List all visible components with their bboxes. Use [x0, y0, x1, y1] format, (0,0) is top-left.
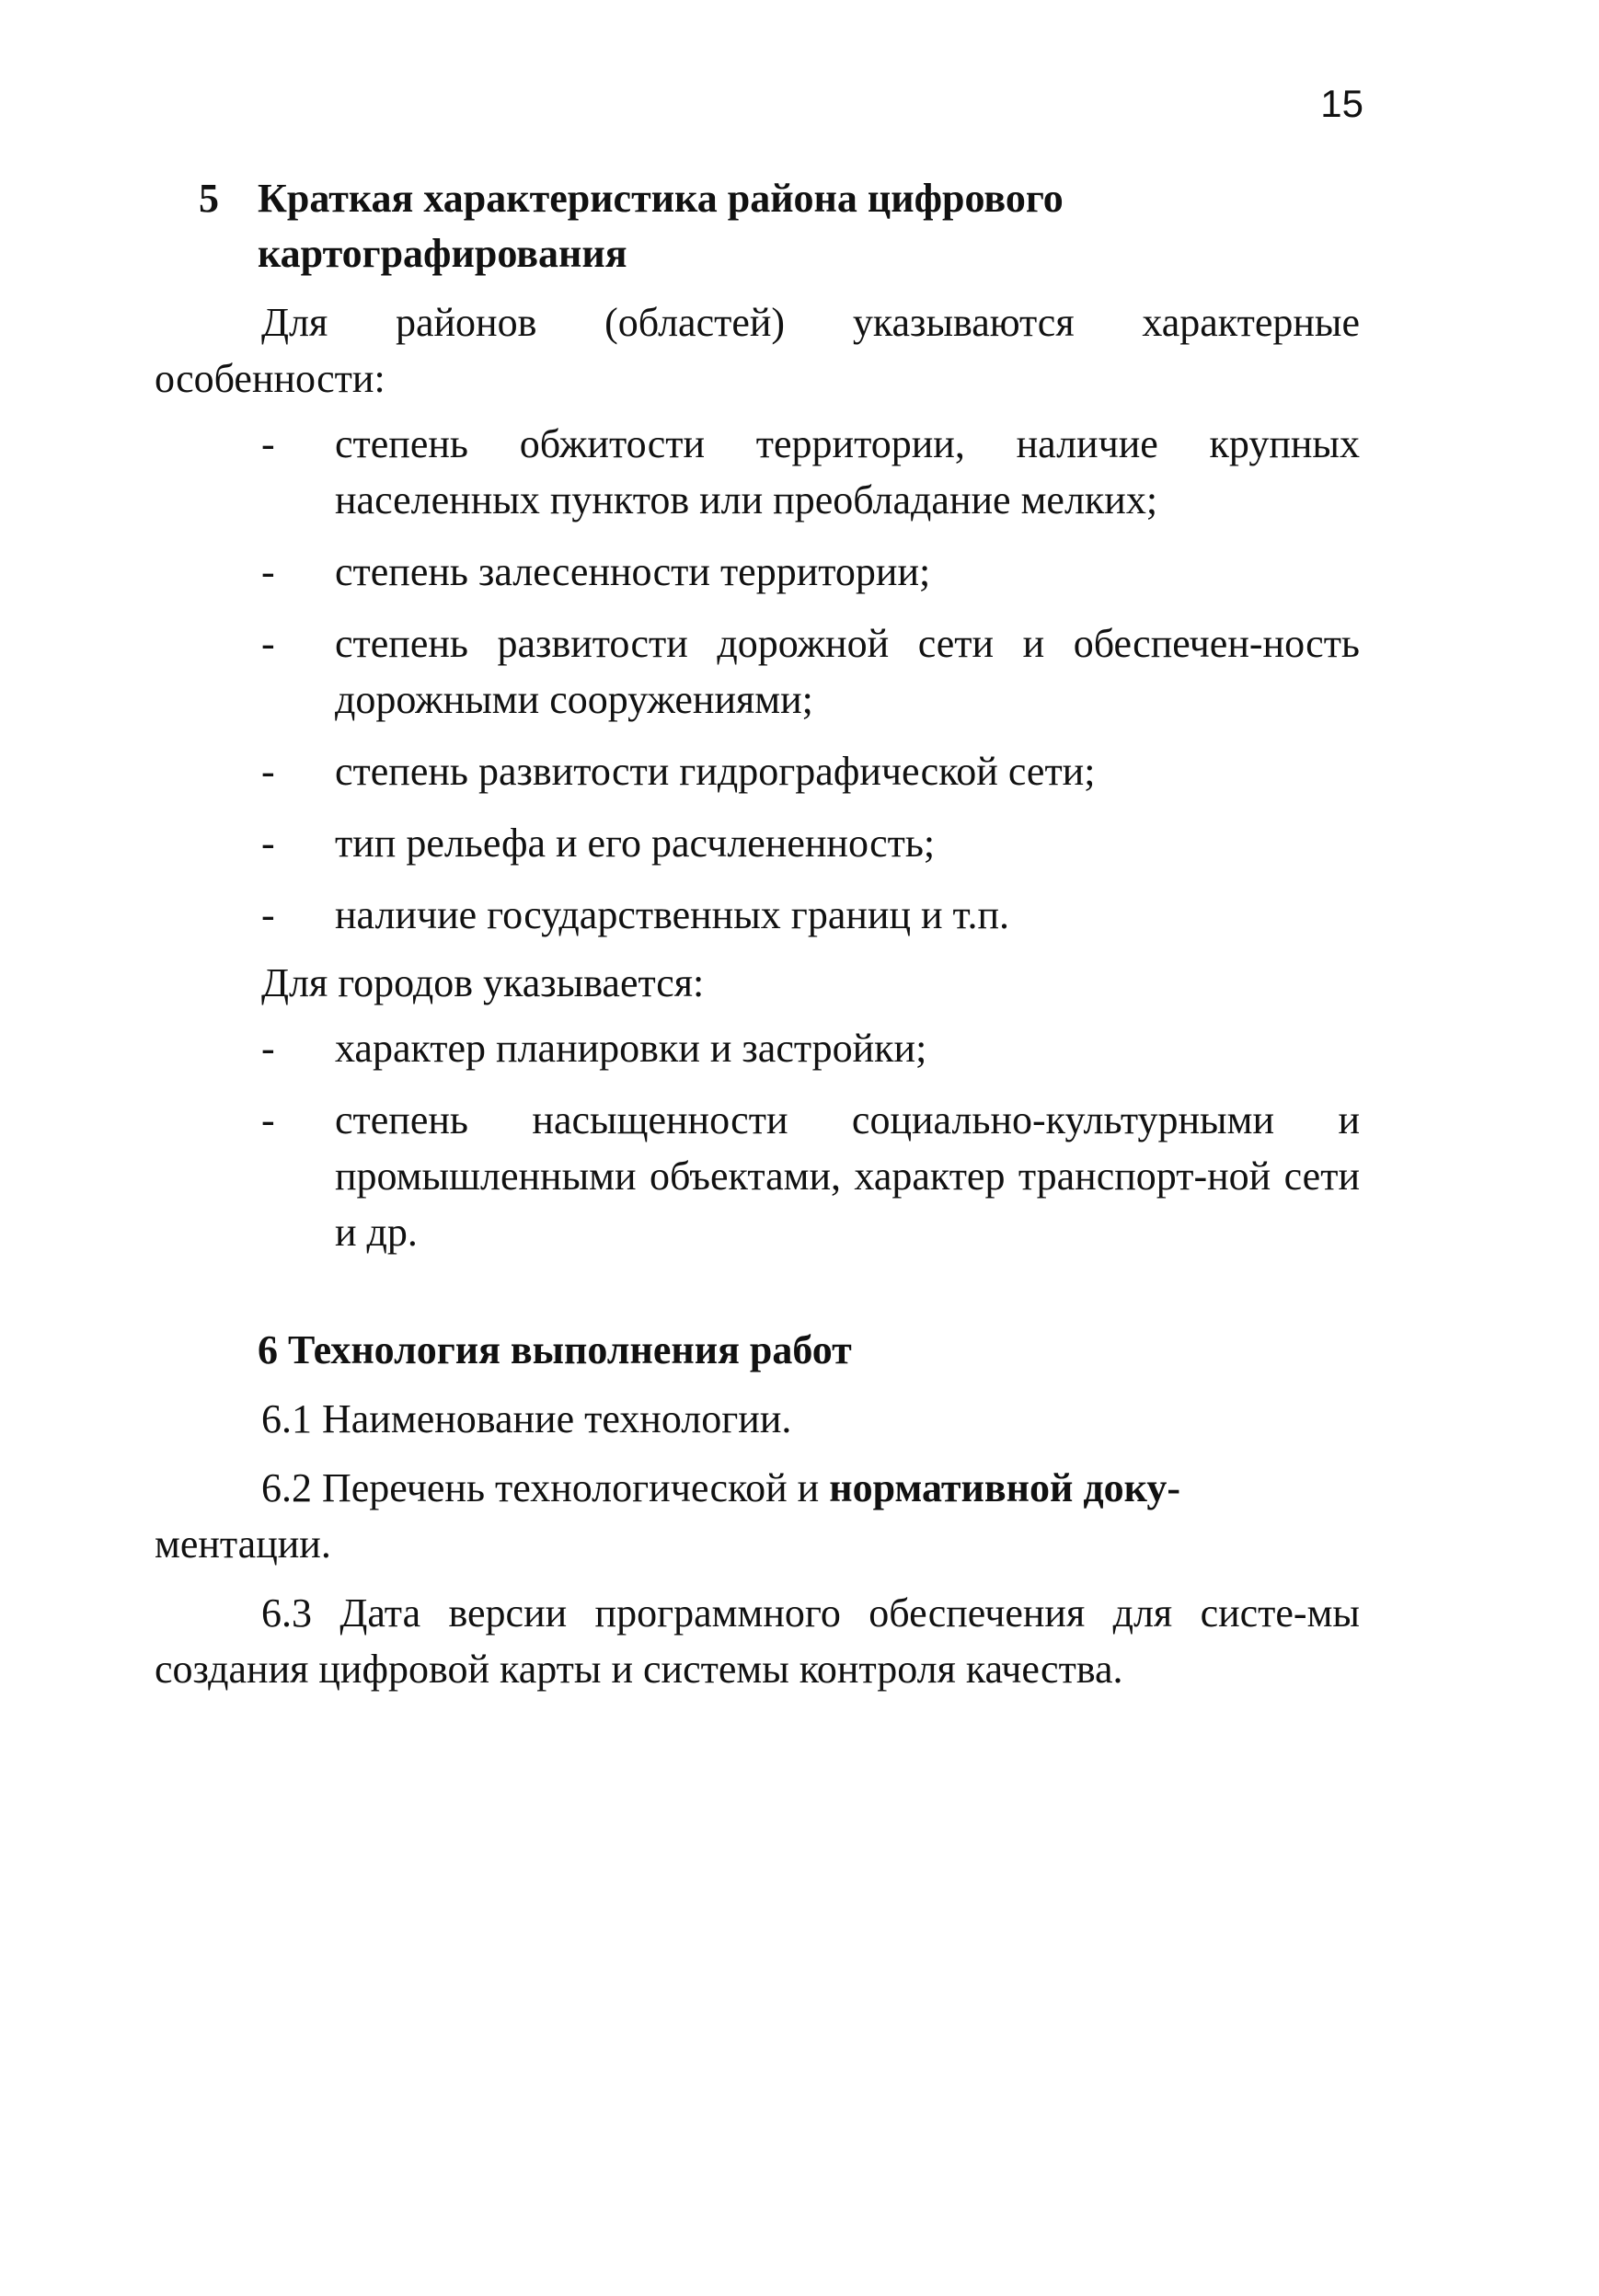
list-item: - тип рельефа и его расчлененность;	[261, 821, 936, 866]
paragraph-6-3: 6.3 Дата версии программного обеспечения для систе-мы создания цифровой карты и системы контроля качества.	[155, 1590, 1360, 1692]
section-5-heading	[155, 171, 1360, 281]
section-6-title: Технология выполнения работ	[288, 1327, 852, 1372]
list-item: - степень обжитости территории, наличие крупных населенных пунктов или преобладание мелких;	[261, 421, 1360, 522]
list-item-text: степень развитости дорожной сети и обеспечен-ность дорожными сооружениями;	[335, 621, 1360, 722]
district-characteristics-list	[155, 416, 1360, 943]
section-5-title: Краткая характеристика района цифрового картографирования	[258, 176, 1064, 276]
list-item: - наличие государственных границ и т.п.	[261, 892, 1010, 937]
districts-intro: Для районов (областей) указываются характерные особенности:	[155, 300, 1360, 401]
paragraph-6-2-bold: нормативной доку-	[829, 1465, 1180, 1510]
city-characteristics-list	[155, 1020, 1360, 1260]
list-item-text: тип рельефа и его расчлененность;	[335, 821, 936, 866]
page-number: 15	[1320, 82, 1363, 125]
list-item-text: характер планировки и застройки;	[335, 1026, 927, 1071]
list-item-text: степень насыщенности социально-культурными и промышленными объектами, характер транспорт-ной сети и др.	[335, 1097, 1360, 1255]
list-item: - степень развитости гидрографической сети;	[261, 749, 1096, 794]
list-item: - степень насыщенности социально-культурными и промышленными объектами, характер транспорт-ной сети и др.	[261, 1097, 1360, 1255]
list-item: - степень залесенности территории;	[261, 549, 931, 594]
document-body	[155, 171, 1360, 1697]
section-5-number: 5	[199, 176, 219, 221]
section-6-number: 6	[258, 1327, 278, 1372]
list-item: - характер планировки и застройки;	[261, 1026, 927, 1071]
cities-intro: Для городов указывается:	[261, 960, 705, 1005]
paragraph-6-2	[155, 1460, 1360, 1572]
paragraph-6-1: 6.1 Наименование технологии.	[261, 1396, 792, 1441]
list-item-text: наличие государственных границ и т.п.	[335, 892, 1010, 937]
list-item-text: степень обжитости территории, наличие крупных населенных пунктов или преобладание мелких;	[335, 421, 1360, 522]
list-item-text: степень развитости гидрографической сети;	[335, 749, 1096, 794]
section-6-heading	[155, 1323, 1360, 1378]
paragraph-6-2-start: 6.2 Перечень технологической и	[261, 1465, 830, 1510]
list-item-text: степень залесенности территории;	[335, 549, 931, 594]
list-item: - степень развитости дорожной сети и обеспечен-ность дорожными сооружениями;	[261, 621, 1360, 722]
paragraph-6-2-end: ментации.	[155, 1521, 331, 1567]
